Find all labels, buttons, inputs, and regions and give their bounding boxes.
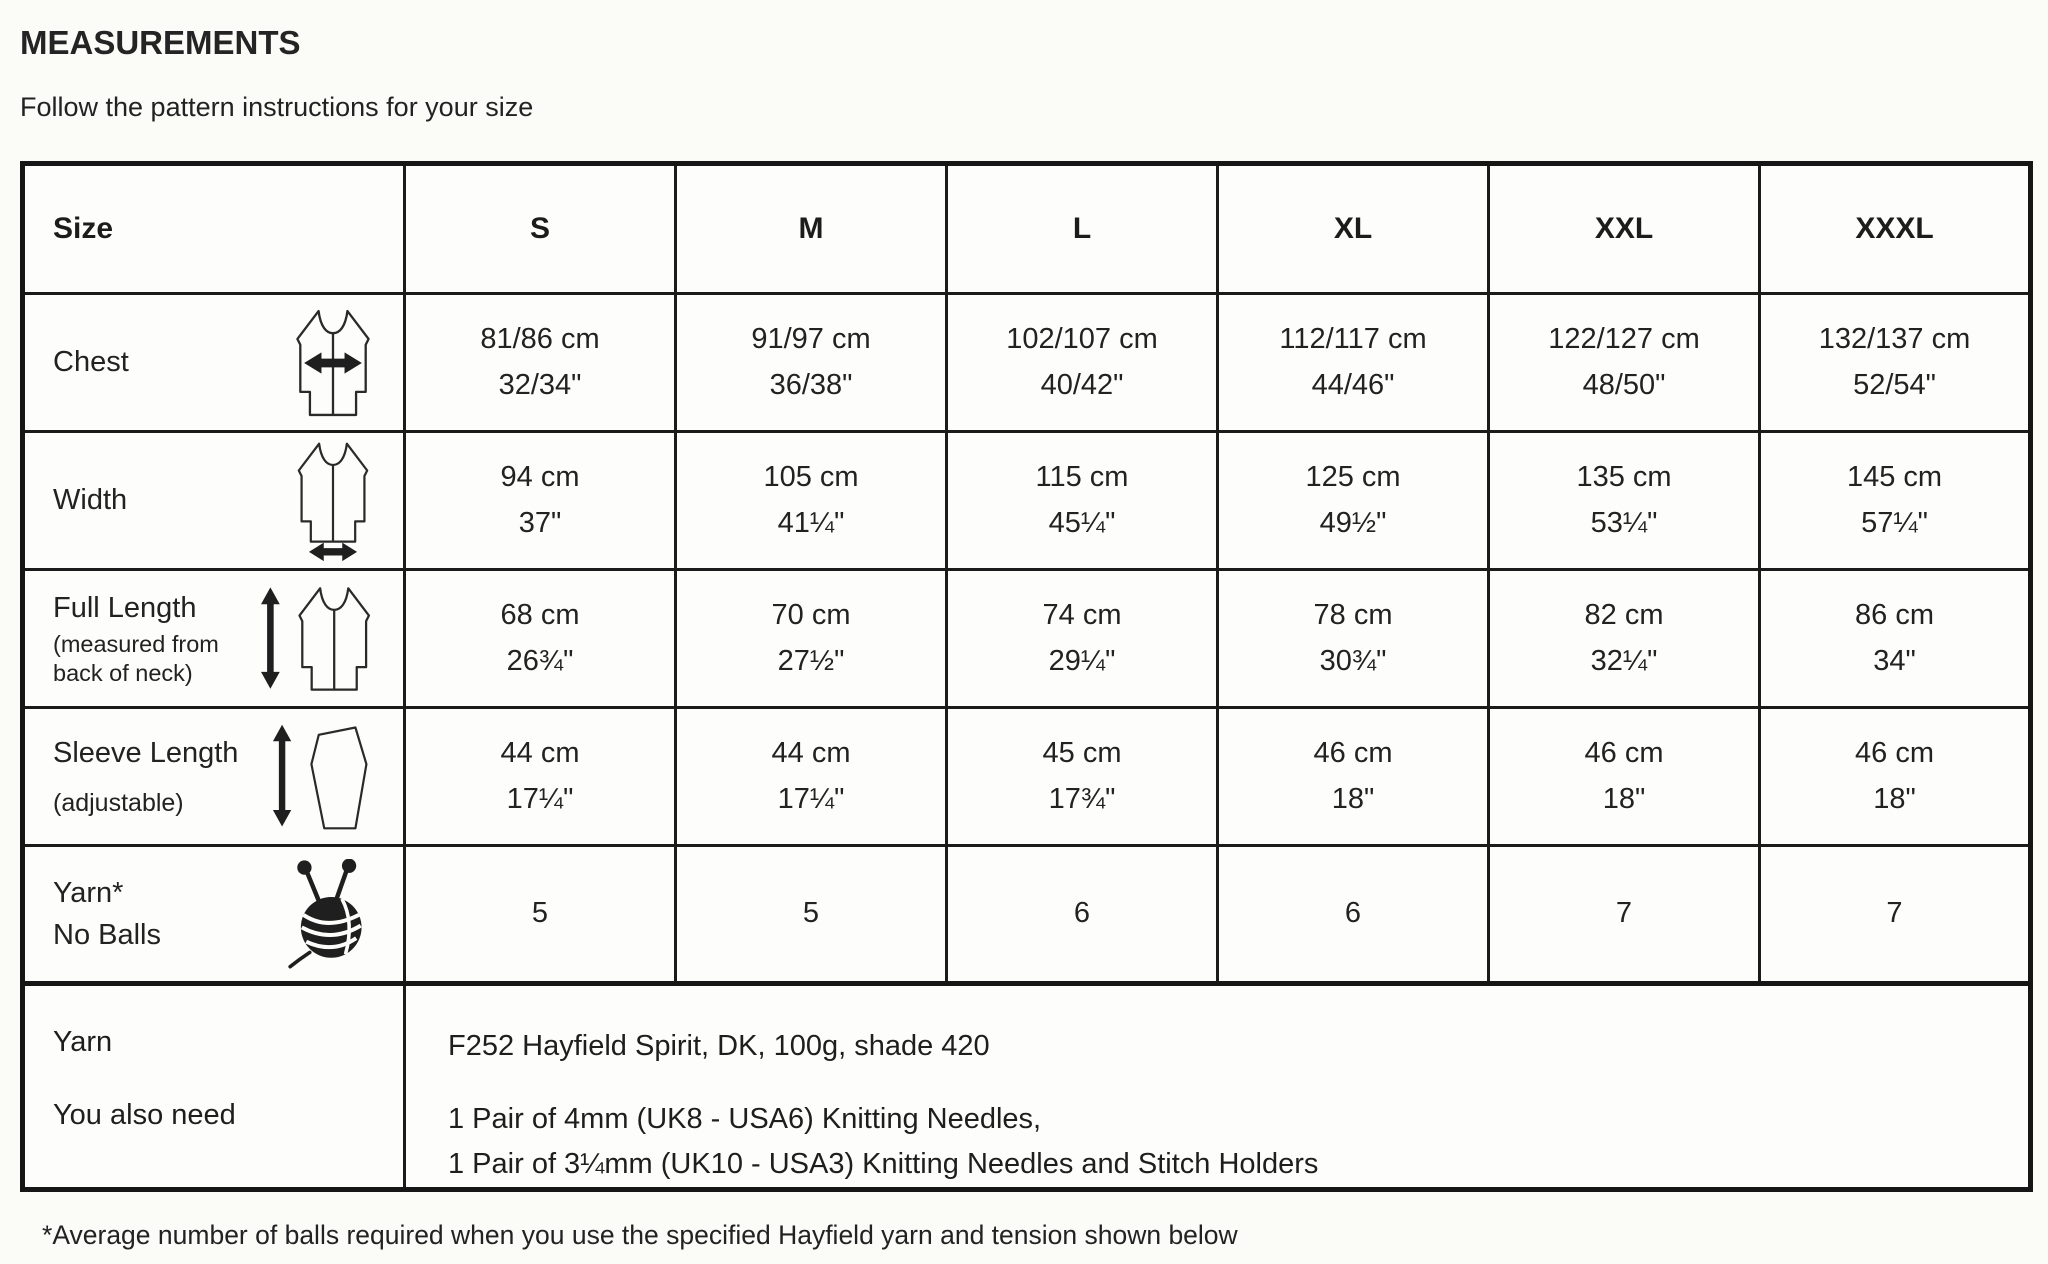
measurement-cell: 81/86 cm 32/34"	[405, 294, 676, 432]
measurement-cell: 91/97 cm 36/38"	[676, 294, 947, 432]
yarn-ball-icon	[283, 859, 383, 969]
chest-label-cell	[23, 294, 405, 432]
measurement-cell: 45 cm 17¾"	[947, 708, 1218, 846]
page-subtitle: Follow the pattern instructions for your size	[20, 92, 534, 122]
table-row-width	[23, 432, 2031, 570]
yarn-spec: F252 Hayfield Spirit, DK, 100g, shade 420	[448, 1030, 990, 1062]
row-label: Chest	[53, 346, 129, 379]
yarn-count-cell: 7	[1489, 846, 1760, 984]
yarn-count-cell: 6	[1218, 846, 1489, 984]
measurement-cell: 46 cm 18"	[1218, 708, 1489, 846]
table-row-chest	[23, 294, 2031, 432]
sleeve-length-label-cell	[23, 708, 405, 846]
measurement-cell: 94 cm 37"	[405, 432, 676, 570]
row-sublabel: (measured from back of neck)	[53, 631, 219, 686]
table-row-yarn-balls	[23, 846, 2031, 984]
measurement-cell: 135 cm 53¼"	[1489, 432, 1760, 570]
measurement-cell: 78 cm 30¾"	[1218, 570, 1489, 708]
size-header-xl: XL	[1218, 164, 1489, 294]
needles-line-1: 1 Pair of 4mm (UK8 - USA6) Knitting Needles,	[448, 1102, 1042, 1135]
page-title: MEASUREMENTS	[20, 24, 301, 61]
measurement-cell: 68 cm 26¾"	[405, 570, 676, 708]
measurement-cell: 70 cm 27½"	[676, 570, 947, 708]
measurement-cell: 145 cm 57¼"	[1760, 432, 2031, 570]
balls-footnote: *Average number of balls required when you use the specified Hayfield yarn and tension shown below	[42, 1219, 1238, 1250]
row-label: Sleeve Length	[53, 737, 239, 770]
size-header-l: L	[947, 164, 1218, 294]
table-row-full-length	[23, 570, 2031, 708]
measurement-cell: 102/107 cm 40/42"	[947, 294, 1218, 432]
header-row	[23, 164, 2031, 294]
size-header-xxxl: XXXL	[1760, 164, 2031, 294]
row-label: Yarn*	[53, 877, 124, 910]
yarn-count-cell: 5	[405, 846, 676, 984]
size-column-header: Size	[23, 164, 405, 294]
yarn-balls-label-cell	[23, 846, 405, 984]
size-header-s: S	[405, 164, 676, 294]
table-row-sleeve-length	[23, 708, 2031, 846]
needles-line-2: 1 Pair of 3¼mm (UK10 - USA3) Knitting Needles and Stitch Holders	[448, 1147, 1319, 1180]
width-measure-icon	[283, 440, 383, 562]
measurement-cell: 112/117 cm 44/46"	[1218, 294, 1489, 432]
table-footer-row	[23, 984, 2031, 1190]
footer-value-cell	[405, 984, 2031, 1190]
size-header-xxl: XXL	[1489, 164, 1760, 294]
measurement-cell: 86 cm 34"	[1760, 570, 2031, 708]
yarn-count-cell: 5	[676, 846, 947, 984]
row-sublabel: No Balls	[53, 918, 161, 951]
full-length-label-cell	[23, 570, 405, 708]
full-length-measure-icon	[261, 584, 383, 694]
measurement-cell: 82 cm 32¼"	[1489, 570, 1760, 708]
row-label: Full Length	[53, 592, 197, 625]
width-label-cell	[23, 432, 405, 570]
measurement-cell: 46 cm 18"	[1760, 708, 2031, 846]
measurement-cell: 125 cm 49½"	[1218, 432, 1489, 570]
measurement-cell: 44 cm 17¼"	[405, 708, 676, 846]
measurement-cell: 46 cm 18"	[1489, 708, 1760, 846]
yarn-label: Yarn	[53, 1026, 113, 1058]
measurement-cell: 44 cm 17¼"	[676, 708, 947, 846]
measurement-cell: 115 cm 45¼"	[947, 432, 1218, 570]
yarn-count-cell: 7	[1760, 846, 2031, 984]
measurement-cell: 74 cm 29¼"	[947, 570, 1218, 708]
yarn-count-cell: 6	[947, 846, 1218, 984]
measurements-table	[20, 161, 2033, 1192]
you-also-need-label: You also need	[53, 1099, 236, 1131]
row-label: Width	[53, 484, 128, 517]
sleeve-length-measure-icon	[271, 722, 383, 832]
measurement-cell: 122/127 cm 48/50"	[1489, 294, 1760, 432]
size-header-m: M	[676, 164, 947, 294]
row-sublabel: (adjustable)	[53, 788, 184, 817]
measurement-cell: 132/137 cm 52/54"	[1760, 294, 2031, 432]
footer-label-cell	[23, 984, 405, 1190]
measurement-cell: 105 cm 41¼"	[676, 432, 947, 570]
chest-measure-icon	[283, 307, 383, 419]
